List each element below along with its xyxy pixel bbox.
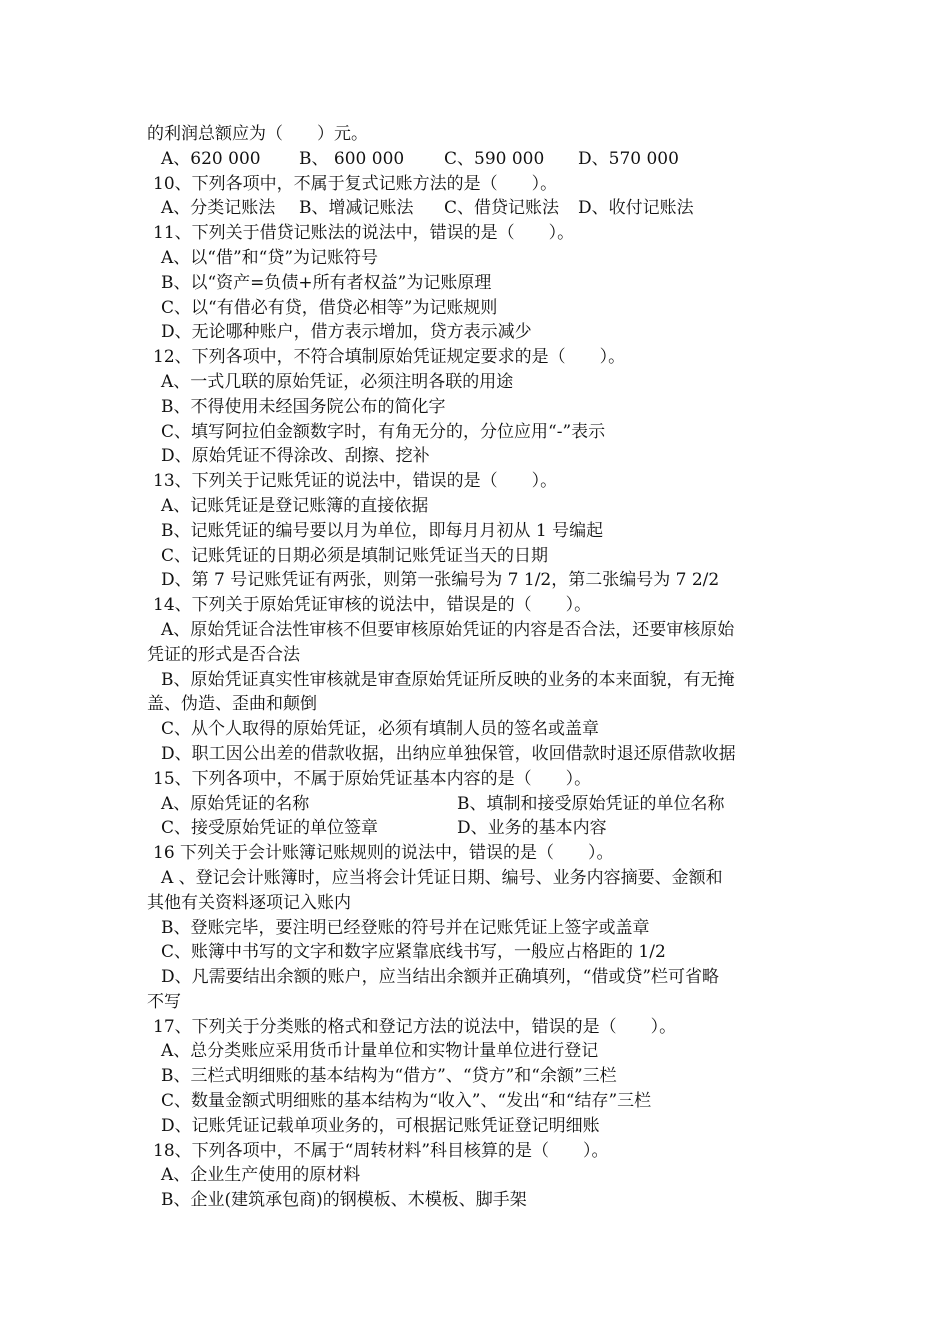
option-text: D、第 7 号记账凭证有两张，则第一张编号为 7 1/2，第二张编号为 7 2/2 bbox=[161, 570, 720, 591]
option-text: B、增减记账法 bbox=[299, 198, 414, 219]
option-text: A、原始凭证合法性审核不但要审核原始凭证的内容是否合法，还要审核原始 bbox=[161, 619, 735, 640]
option-text: B、原始凭证真实性审核就是审查原始凭证所反映的业务的本来面貌，有无掩 bbox=[161, 669, 735, 690]
option-text: A、一式几联的原始凭证，必须注明各联的用途 bbox=[161, 371, 514, 392]
option-wrapped bbox=[147, 618, 817, 668]
option-text: C、填写阿拉伯金额数字时，有角无分的，分位应用“-”表示 bbox=[161, 421, 606, 442]
option-text-continued: 不写 bbox=[147, 991, 181, 1012]
option-text: B、登账完毕，要注明已经登账的符号并在记账凭证上签字或盖章 bbox=[161, 917, 650, 938]
option-text: C、账簿中书写的文字和数字应紧靠底线书写，一般应占格距的 1/2 bbox=[161, 942, 666, 963]
option-text: D、职工因公出差的借款收据，出纳应单独保管，收回借款时退还原借款收据 bbox=[161, 743, 736, 764]
text-line: 的利润总额应为（ ）元。 bbox=[147, 124, 368, 144]
option-text: C、以“有借必有贷，借贷必相等”为记账规则 bbox=[161, 297, 498, 318]
option-text: C、记账凭证的日期必须是填制记账凭证当天的日期 bbox=[161, 545, 549, 566]
option-text: A、记账凭证是登记账簿的直接依据 bbox=[161, 495, 429, 516]
option-text: D、业务的基本内容 bbox=[457, 818, 607, 839]
option-text: D、收付记账法 bbox=[578, 198, 694, 219]
option-text: A、以“借”和“贷”为记账符号 bbox=[161, 247, 379, 268]
option-text: B、三栏式明细账的基本结构为“借方”、“贷方”和“余额”三栏 bbox=[161, 1066, 617, 1087]
option-text: C、接受原始凭证的单位签章 bbox=[161, 818, 379, 839]
option-text-continued: 其他有关资料逐项记入账内 bbox=[147, 892, 351, 913]
option-text: A、总分类账应采用货币计量单位和实物计量单位进行登记 bbox=[161, 1041, 599, 1062]
option-row bbox=[147, 792, 817, 817]
option-text: B、填制和接受原始凭证的单位名称 bbox=[457, 793, 725, 814]
option-text: A、分类记账法 bbox=[161, 198, 276, 219]
option-row bbox=[147, 147, 817, 172]
option-text-continued: 凭证的形式是否合法 bbox=[147, 644, 300, 665]
option-text: D、记账凭证记载单项业务的，可根据记账凭证登记明细账 bbox=[161, 1115, 600, 1136]
option-text: C、借贷记账法 bbox=[444, 198, 560, 219]
option-text: B、企业(建筑承包商)的钢模板、木模板、脚手架 bbox=[161, 1190, 527, 1211]
question-stem: 10、下列各项中，不属于复式记账方法的是（ ）。 bbox=[153, 173, 558, 194]
option-wrapped bbox=[147, 668, 817, 718]
question-stem: 14、下列关于原始凭证审核的说法中，错误是的（ ）。 bbox=[153, 595, 592, 616]
option-text: C、数量金额式明细账的基本结构为“收入”、“发出“和“结存”三栏 bbox=[161, 1091, 652, 1112]
option-row bbox=[147, 816, 817, 841]
question-stem: 11、下列关于借贷记账法的说法中，错误的是（ ）。 bbox=[153, 223, 575, 244]
option-text: C、从个人取得的原始凭证，必须有填制人员的签名或盖章 bbox=[161, 719, 600, 740]
option-text: C、590 000 bbox=[444, 148, 545, 169]
question-stem: 12、下列各项中，不符合填制原始凭证规定要求的是（ ）。 bbox=[153, 347, 626, 368]
question-stem: 17、下列关于分类账的格式和登记方法的说法中，错误的是（ ）。 bbox=[153, 1016, 677, 1037]
option-text: A、原始凭证的名称 bbox=[161, 793, 310, 814]
question-stem: 16 下列关于会计账簿记账规则的说法中，错误的是（ ）。 bbox=[153, 843, 614, 864]
option-text: B、记账凭证的编号要以月为单位，即每月月初从 1 号编起 bbox=[161, 520, 604, 541]
option-wrapped bbox=[147, 965, 817, 1015]
option-row bbox=[147, 196, 817, 221]
option-text: A 、登记会计账簿时，应当将会计凭证日期、编号、业务内容摘要、金额和 bbox=[161, 867, 723, 888]
question-list bbox=[147, 122, 817, 1213]
option-text-continued: 盖、伪造、歪曲和颠倒 bbox=[147, 694, 317, 715]
option-text: D、原始凭证不得涂改、刮擦、挖补 bbox=[161, 446, 430, 467]
option-text: A、企业生产使用的原材料 bbox=[161, 1165, 361, 1186]
option-text: D、无论哪种账户，借方表示增加，贷方表示减少 bbox=[161, 322, 532, 343]
option-text: D、凡需要结出余额的账户，应当结出余额并正确填列，“借或贷”栏可省略 bbox=[161, 967, 720, 988]
question-stem: 18、下列各项中，不属于“周转材料”科目核算的是（ ）。 bbox=[153, 1140, 609, 1161]
option-text: B、以“资产=负债+所有者权益”为记账原理 bbox=[161, 272, 492, 293]
option-text: B、不得使用未经国务院公布的简化字 bbox=[161, 396, 446, 417]
question-stem: 13、下列关于记账凭证的说法中，错误的是（ ）。 bbox=[153, 471, 558, 492]
question-stem: 15、下列各项中，不属于原始凭证基本内容的是（ ）。 bbox=[153, 768, 592, 789]
option-text: A、620 000 bbox=[161, 148, 261, 169]
option-wrapped bbox=[147, 866, 817, 916]
option-text: B、 600 000 bbox=[299, 148, 405, 169]
option-text: D、570 000 bbox=[578, 148, 679, 169]
